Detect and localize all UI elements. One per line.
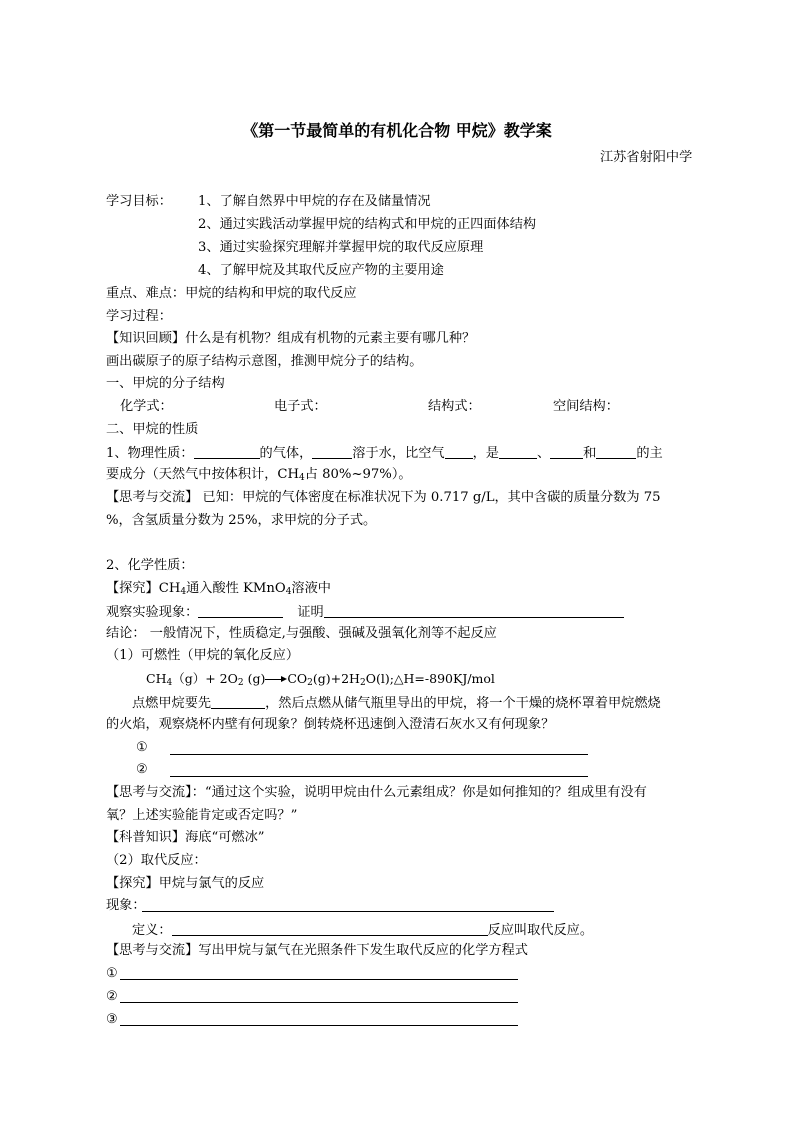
equation-text: (g) [243, 671, 266, 686]
combustion-para-1 [132, 694, 661, 712]
blank-line[interactable] [194, 444, 260, 459]
phenomenon-label: 现象： [106, 898, 146, 913]
chemical-heading: 2、化学性质： [106, 558, 194, 573]
objective-item: 4、了解甲烷及其取代反应产物的主要用途 [198, 263, 444, 278]
objectives-label: 学习目标： [106, 194, 172, 209]
think3-line [106, 943, 528, 959]
physical-p4: ，是 [472, 446, 499, 461]
think-tag: 【思考与交流】 [106, 785, 192, 800]
combustion-heading: （1）可燃性（甲烷的氧化反应） [106, 648, 300, 663]
explore-tag: 【探究】 [106, 876, 159, 891]
objective-item: 1、了解自然界中甲烷的存在及储量情况 [198, 194, 431, 209]
physical-p7: 的主 [636, 446, 663, 461]
conclusion: 结论： 一般情况下，性质稳定,与强酸、强碱及强氧化剂等不起反应 [106, 626, 497, 641]
review-tag: 【知识回顾】 [106, 331, 186, 346]
blank-line[interactable] [445, 444, 473, 459]
explore-text: CH [158, 581, 181, 596]
prove-label: 证明 [297, 605, 324, 620]
definition-line [132, 921, 593, 939]
blank-line[interactable] [172, 921, 488, 936]
equation-text: （g）+ 2O [172, 671, 238, 686]
section1-heading: 一、甲烷的分子结构 [106, 376, 225, 391]
subscript: 4 [299, 473, 305, 483]
explore-line [106, 581, 331, 597]
blank-line[interactable] [211, 694, 265, 709]
think-text: ：“通过这个实验，说明甲烷由什么元素组成？你是如何推知的？组成里有没有 [191, 785, 647, 800]
blank-line[interactable] [550, 444, 583, 459]
page-title: 《第一节最简单的有机化合物 甲烷》教学案 [242, 121, 552, 140]
physical-p3: 溶于水，比空气 [352, 446, 445, 461]
answer-line[interactable] [170, 776, 588, 777]
answer-line[interactable] [120, 979, 518, 980]
label-structural: 结构式： [428, 399, 481, 414]
blank-line[interactable] [198, 603, 283, 618]
physical-properties-line [106, 444, 663, 462]
label-spatial: 空间结构： [553, 399, 619, 414]
physical-line2a: 要成分（天然气中按体积计，CH [106, 467, 300, 482]
think-tag: 【思考与交流】 [106, 490, 199, 505]
answer-marker: ③ [106, 1012, 118, 1027]
para-text: 点燃甲烷要先 [132, 696, 212, 711]
reaction-arrow-icon [265, 673, 287, 683]
subscript: 4 [166, 678, 173, 688]
school-name: 江苏省射阳中学 [600, 150, 693, 165]
physical-p2: 的气体， [259, 446, 313, 461]
physical-line-2 [106, 467, 412, 483]
think-line-1 [106, 490, 661, 506]
combustion-equation [146, 671, 495, 687]
process-label: 学习过程： [106, 309, 172, 324]
definition-label: 定义： [132, 923, 172, 938]
physical-line2b: 占 80%~97%）。 [304, 467, 412, 482]
answer-marker: ① [136, 740, 148, 755]
label-formula: 化学式： [120, 399, 173, 414]
observe-label: 观察实验现象： [106, 605, 199, 620]
science-line [106, 830, 265, 846]
think2-text-2: 氧？上述实验能肯定或否定吗？” [106, 808, 298, 823]
answer-marker: ② [136, 762, 148, 777]
phenomenon-line[interactable] [142, 911, 554, 912]
physical-p5: 、 [536, 446, 551, 461]
answer-line[interactable] [120, 1025, 518, 1026]
label-electron: 电子式： [274, 399, 327, 414]
observe-line [106, 603, 624, 621]
physical-p6: 和 [583, 446, 597, 461]
equation-text: (g)+2H [312, 671, 360, 686]
para-text: ，然后点燃从储气瓶里导出的甲烷，将一个干燥的烧杯罩着甲烷燃烧 [265, 696, 661, 711]
key-points: 重点、难点：甲烷的结构和甲烷的取代反应 [106, 286, 357, 301]
blank-line[interactable] [499, 444, 537, 459]
science-text: 海底“可燃冰” [185, 830, 265, 845]
science-tag: 【科普知识】 [106, 830, 186, 845]
subscript: 4 [285, 587, 292, 597]
equation-text: O(l);△H=-890KJ/mol [365, 671, 495, 686]
objective-item: 2、通过实践活动掌握甲烷的结构式和甲烷的正四面体结构 [198, 217, 537, 232]
review-text: 什么是有机物？组成有机物的元素主要有哪几种？ [185, 331, 476, 346]
answer-line[interactable] [120, 1002, 518, 1003]
think-text: 写出甲烷与氯气在光照条件下发生取代反应的化学方程式 [198, 943, 528, 958]
blank-line[interactable] [312, 444, 352, 459]
objective-item: 3、通过实验探究理解并掌握甲烷的取代反应原理 [198, 240, 484, 255]
subscript: 2 [307, 678, 313, 688]
think-text-2: %，含氢质量分数为 25%，求甲烷的分子式。 [106, 513, 377, 528]
combustion-para-2: 的火焰，观察烧杯内壁有何现象？倒转烧杯迅速倒入澄清石灰水又有何现象？ [106, 717, 555, 732]
answer-marker: ② [106, 989, 118, 1004]
physical-p1: 1、物理性质： [106, 446, 194, 461]
blank-line[interactable] [324, 603, 624, 618]
answer-line[interactable] [170, 754, 588, 755]
explore-tag: 【探究】 [106, 581, 159, 596]
definition-text: 反应叫取代反应。 [487, 923, 594, 938]
review-line [106, 331, 475, 347]
subscript: 2 [237, 678, 244, 688]
blank-line[interactable] [596, 444, 636, 459]
answer-marker: ① [106, 966, 118, 981]
explore2-line [106, 876, 264, 892]
section2-heading: 二、甲烷的性质 [106, 422, 199, 437]
think2-line-1 [106, 785, 647, 801]
review-text-2: 画出碳原子的原子结构示意图，推测甲烷分子的结构。 [106, 354, 423, 369]
explore-text: 溶液中 [291, 581, 331, 596]
subscript: 2 [359, 678, 366, 688]
substitution-heading: （2）取代反应： [106, 853, 207, 868]
think-text: 已知：甲烷的气体密度在标准状况下为 0.717 g/L，其中含碳的质量分数为 75 [198, 490, 661, 505]
think-tag: 【思考与交流】 [106, 943, 199, 958]
subscript: 4 [180, 587, 187, 597]
explore-text: 甲烷与氯气的反应 [158, 876, 265, 891]
explore-text: 通入酸性 KMnO [186, 581, 286, 596]
equation-text: CO [287, 671, 308, 686]
equation-text: CH [146, 671, 167, 686]
